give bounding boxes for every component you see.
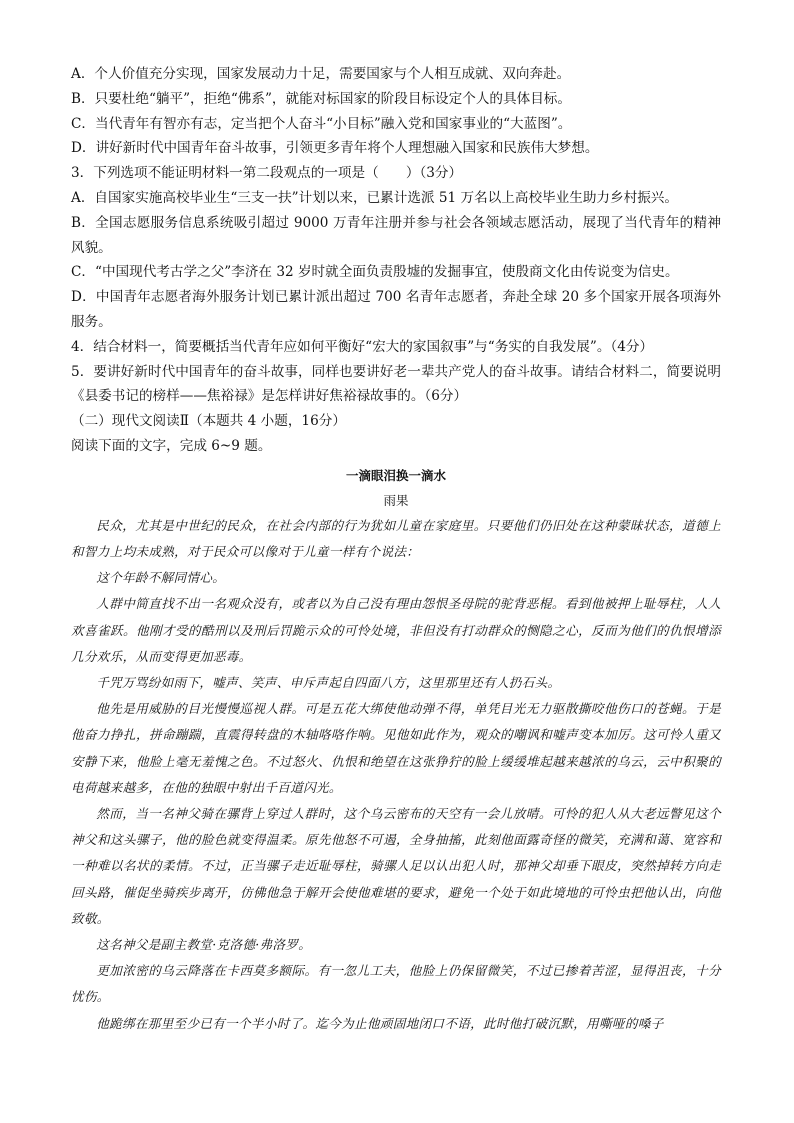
question-4: 4．结合材料一，简要概括当代青年应如何平衡好“宏大的家国叙事”与“务实的自我发展”。（4分） — [71, 338, 654, 355]
section-2-instruction: 阅读下面的文字，完成 6~9 题。 — [71, 437, 272, 454]
q3-option-b: B．全国志愿服务信息系统吸引超过 9000 万青年注册并参与社会各领域志愿活动，展现了当代青年的精神风貌。 — [71, 214, 721, 256]
passage-paragraph: 他跪绑在那里至少已有一个半小时了。迄今为止他顽固地闭口不语，此时他打破沉默，用嘶哑的嗓子 — [96, 1015, 664, 1031]
reading-passage — [71, 463, 721, 1037]
passage-paragraph: 千咒万骂纷如雨下，嘘声、笑声、申斥声起自四面八方，这里那里还有人扔石头。 — [96, 674, 561, 690]
passage-paragraph: 这个年龄不解同情心。 — [96, 570, 226, 586]
q2-option-c: C．当代青年有智亦有志，定当把个人奋斗“小目标”融入党和国家事业的“大蓝图”。 — [71, 115, 572, 132]
q2-options — [71, 62, 721, 161]
section-2-heading: （二）现代文阅读Ⅱ（本题共 4 小题，16分） — [71, 413, 346, 430]
q2-option-a: A．个人价值充分实现，国家发展动力十足，需要国家与个人相互成就、双向奔赴。 — [71, 66, 571, 82]
exam-page — [71, 62, 721, 1037]
question-3 — [71, 161, 721, 335]
passage-author: 雨果 — [383, 492, 409, 508]
passage-paragraph: 这名神父是副主教堂·克洛德·弗洛罗。 — [96, 937, 312, 952]
passage-paragraph: 他先是用威胁的目光慢慢巡视人群。可是五花大绑使他动弹不得，单凭目光无力驱散撕咬他伤口的苍蝇。于是他奋力挣扎，拼命蹦踹，直震得转盘的木轴咯咯作响。见他如此作为，观众的嘲讽和嘘声变本加厉。这可怜人重又安静下来，他脸上毫无羞愧之色。不过怒火、仇恨和绝望在这张狰狞的脸上缓缓堆起越来越浓的乌云，云中积聚的电荷越来越多，在他的独眼中射出千百道闪光。 — [71, 701, 721, 795]
q2-option-d: D．讲好新时代中国青年奋斗故事，引领更多青年将个人理想融入国家和民族伟大梦想。 — [71, 140, 599, 157]
question-5: 5．要讲好新时代中国青年的奋斗故事，同样也要讲好老一辈共产党人的奋斗故事。请结合材料二，简要说明《县委书记的榜样——焦裕禄》是怎样讲好焦裕禄故事的。（6分） — [71, 363, 721, 405]
passage-paragraph: 人群中简直找不出一名观众没有，或者以为自己没有理由怨恨圣母院的驼背恶棍。看到他被押上耻辱柱，人人欢喜雀跃。他刚才受的酷刑以及刑后罚跪示众的可怜处境，非但没有打动群众的恻隐之心，反而为他们的仇恨增添几分欢乐，从而变得更加恶毒。 — [71, 596, 721, 664]
q3-option-a: A．自国家实施高校毕业生“三支一扶”计划以来，已累计选派 51 万名以上高校毕业生助力乡村振兴。 — [71, 189, 678, 206]
passage-paragraph: 然而，当一名神父骑在骡背上穿过人群时，这个乌云密布的天空有一会儿放晴。可怜的犯人从大老远瞥见这个神父和这头骡子，他的脸色就变得温柔。原先他怒不可遏，全身抽搐，此刻他面露奇怪的微笑，充满和蔼、宽容和一种难以名状的柔情。不过，正当骡子走近耻辱柱，骑骡人足以认出犯人时，那神父却垂下眼皮，突然掉转方向走回头路，催促坐骑疾步离开，仿佛他急于解开会使他难堪的要求，避免一个处于如此境地的可怜虫把他认出，向他致敬。 — [71, 805, 721, 926]
q3-option-d: D．中国青年志愿者海外服务计划已累计派出超过 700 名青年志愿者，奔赴全球 20 多个国家开展各项海外服务。 — [71, 289, 721, 330]
q2-option-b: B．只要杜绝“躺平”，拒绝“佛系”，就能对标国家的阶段目标设定个人的具体目标。 — [71, 90, 571, 107]
passage-paragraph: 民众，尤其是中世纪的民众，在社会内部的行为犹如儿童在家庭里。只要他们仍旧处在这种蒙昧状态，道德上和智力上均未成熟，对于民众可以像对于儿童一样有个说法： — [71, 517, 721, 559]
passage-title: 一滴眼泪换一滴水 — [345, 467, 446, 483]
passage-paragraph: 更加浓密的乌云降落在卡西莫多额际。有一忽儿工夫，他脸上仍保留微笑，不过已掺着苦涩，显得沮丧，十分忧伤。 — [71, 963, 721, 1005]
q3-option-c: C．“中国现代考古学之父”李济在 32 岁时就全面负责殷墟的发掘事宜，使殷商文化由传说变为信史。 — [71, 264, 679, 281]
q3-stem: 3．下列选项不能证明材料一第二段观点的一项是（ ）（3分） — [71, 165, 463, 182]
